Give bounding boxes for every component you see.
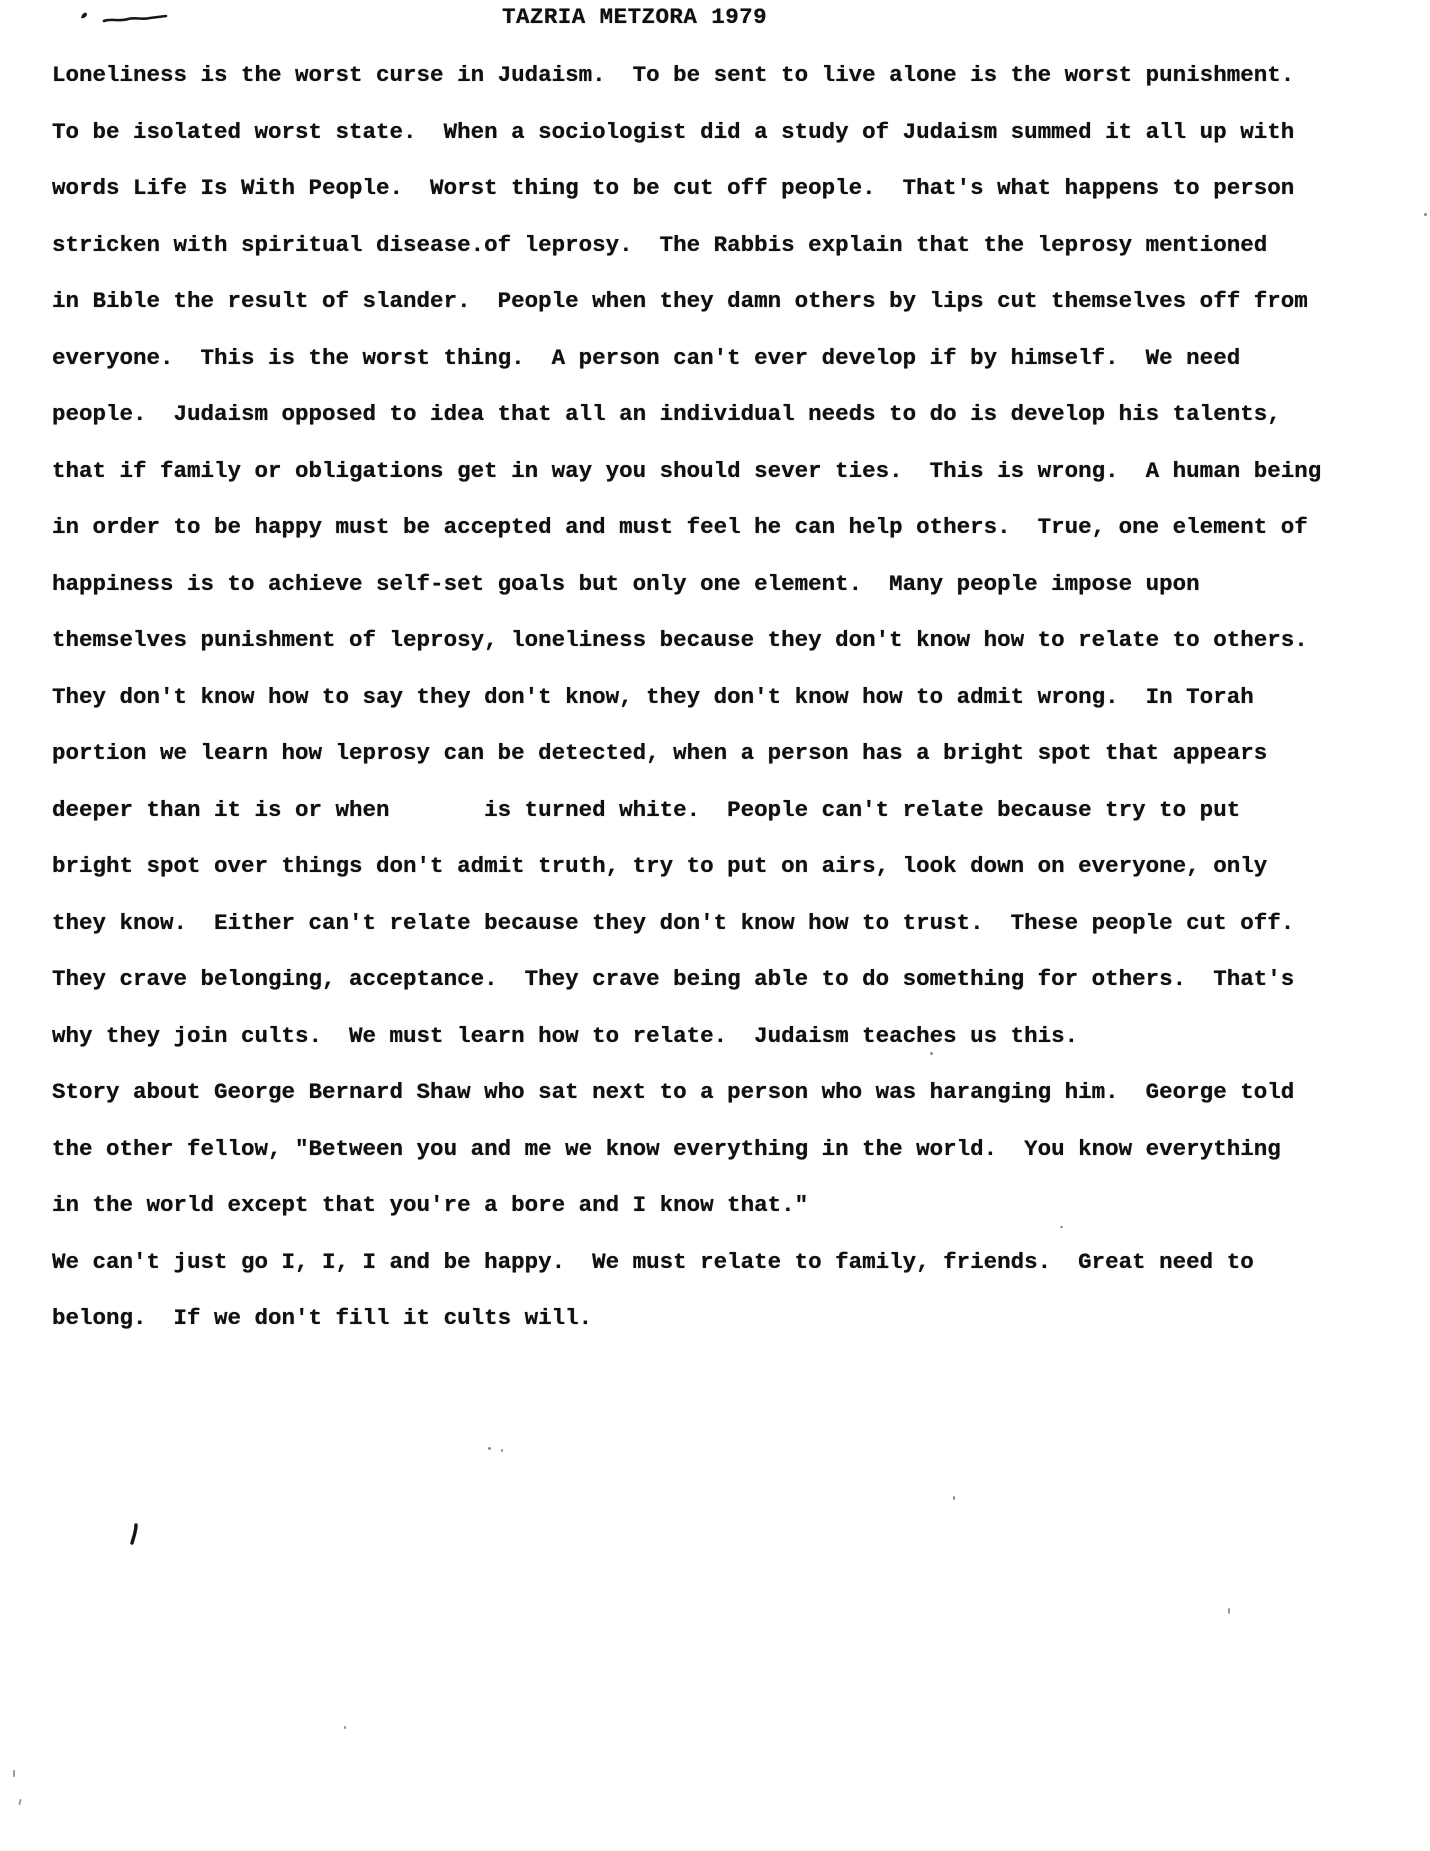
text-line: stricken with spiritual disease.of leprosy. The Rabbis explain that the leprosy mentioned bbox=[52, 231, 1268, 258]
scan-speck bbox=[488, 1447, 491, 1450]
text-line: To be isolated worst state. When a sociologist did a study of Judaism summed it all up with bbox=[52, 118, 1295, 145]
text-line: They crave belonging, acceptance. They crave being able to do something for others. That's bbox=[52, 966, 1295, 992]
page-title: TAZRIA METZORA 1979 bbox=[502, 4, 768, 30]
text-line: they know. Either can't relate because they don't know how to trust. These people cut off. bbox=[52, 909, 1295, 936]
scan-speck bbox=[18, 1799, 21, 1805]
text-line: words Life Is With People. Worst thing to be cut off people. That's what happens to person bbox=[52, 175, 1295, 201]
text-line: why they join cults. We must learn how to relate. Judaism teaches us this. bbox=[52, 1022, 1079, 1049]
text-line: in Bible the result of slander. People when they damn others by lips cut themselves off from bbox=[52, 288, 1308, 314]
text-line: bright spot over things don't admit truth, try to put on airs, look down on everyone, only bbox=[52, 853, 1268, 879]
text-line: portion we learn how leprosy can be detected, when a person has a bright spot that appears bbox=[52, 740, 1268, 766]
handwritten-scribble-mark bbox=[76, 8, 172, 28]
text-line: Story about George Bernard Shaw who sat next to a person who was haranging him. George told bbox=[52, 1079, 1295, 1105]
scan-speck bbox=[501, 1449, 503, 1452]
text-line: the other fellow, "Between you and me we know everything in the world. You know everything bbox=[52, 1135, 1281, 1162]
scan-speck bbox=[344, 1726, 346, 1729]
text-line: in the world except that you're a bore and I know that." bbox=[52, 1192, 809, 1218]
text-line: people. Judaism opposed to idea that all an individual needs to do is develop his talents, bbox=[52, 401, 1281, 427]
text-line: belong. If we don't fill it cults will. bbox=[52, 1305, 593, 1331]
scan-speck bbox=[13, 1770, 15, 1777]
text-line: They don't know how to say they don't know, they don't know how to admit wrong. In Torah bbox=[52, 683, 1254, 710]
scan-speck bbox=[930, 1052, 933, 1055]
scan-speck bbox=[1424, 213, 1427, 216]
text-line: happiness is to achieve self-set goals but only one element. Many people impose upon bbox=[52, 570, 1200, 597]
text-line: in order to be happy must be accepted and must feel he can help others. True, one element of bbox=[52, 514, 1308, 540]
text-line: themselves punishment of leprosy, loneliness because they don't know how to relate to others. bbox=[52, 627, 1308, 653]
handwritten-apostrophe-mark bbox=[127, 1522, 141, 1548]
text-line: everyone. This is the worst thing. A person can't ever develop if by himself. We need bbox=[52, 344, 1241, 371]
text-line: deeper than it is or when is turned white. People can't relate because try to put bbox=[52, 796, 1241, 823]
document-body bbox=[52, 47, 1392, 1347]
text-line: Loneliness is the worst curse in Judaism. To be sent to live alone is the worst punishment. bbox=[52, 62, 1295, 88]
scan-speck bbox=[1060, 1226, 1063, 1228]
scan-speck bbox=[953, 1496, 955, 1500]
text-line: We can't just go I, I, I and be happy. We must relate to family, friends. Great need to bbox=[52, 1248, 1254, 1275]
scan-speck bbox=[1228, 1608, 1230, 1614]
text-line: that if family or obligations get in way you should sever ties. This is wrong. A human being bbox=[52, 457, 1322, 484]
